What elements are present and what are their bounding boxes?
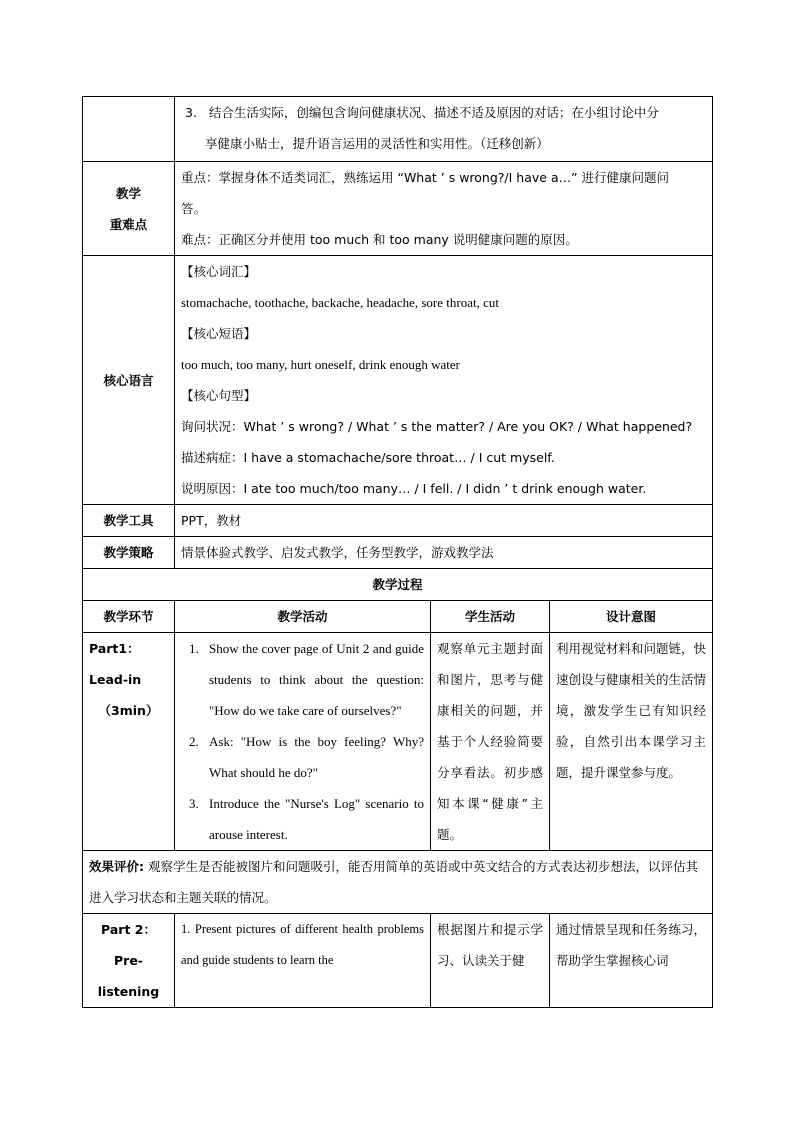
part1-activity-item: 1. Show the cover page of Unit 2 and guide students to think about the question: "How do we take care of ourselves?" bbox=[189, 641, 424, 718]
evaluation-text: 观察学生是否能被图片和问题吸引，能否用简单的英语或中英文结合的方式表达初步想法，以评估其进入学习状态和主题关联的情况。 bbox=[89, 859, 698, 905]
sentence-describe: 描述病症：I have a stomachache/sore throat… / I cut myself. bbox=[181, 450, 555, 465]
strategy-row bbox=[83, 537, 713, 569]
part2-student-cell: 根据图片和提示学习、认读关于健 bbox=[431, 914, 550, 1008]
part1-activity-item: 3. Introduce the "Nurse's Log" scenario to arouse interest. bbox=[189, 796, 424, 842]
tools-row bbox=[83, 505, 713, 537]
part2-stage-cell bbox=[83, 914, 175, 1008]
part1-intent-cell: 利用视觉材料和问题链，快速创设与健康相关的生活情境，激发学生已有知识经验，自然引出本课学习主题，提升课堂参与度。 bbox=[550, 633, 713, 851]
part2-stage: Pre-listening bbox=[97, 953, 160, 999]
part1-activity-cell bbox=[175, 633, 431, 851]
goals-row bbox=[83, 97, 713, 162]
process-title-row bbox=[83, 569, 713, 601]
part2-intent-cell: 通过情景呈现和任务练习，帮助学生掌握核心词 bbox=[550, 914, 713, 1008]
part2-name: Part 2： bbox=[101, 922, 156, 937]
phrase-list: too much, too many, hurt oneself, drink enough water bbox=[181, 357, 460, 372]
strategy-value: 情景体验式教学、启发式教学，任务型教学，游戏教学法 bbox=[175, 537, 713, 569]
phrase-heading: 【核心短语】 bbox=[181, 326, 257, 341]
part1-name: Part1： bbox=[89, 641, 140, 656]
core-language-label: 核心语言 bbox=[83, 256, 175, 505]
sentence-heading: 【核心句型】 bbox=[181, 388, 257, 403]
header-intent: 设计意图 bbox=[550, 601, 713, 633]
goal-item-line1: 结合生活实际，创编包含询问健康状况、描述不适及原因的对话；在小组讨论中分 bbox=[208, 105, 659, 120]
key-points-row bbox=[83, 162, 713, 256]
part1-time: （3min） bbox=[98, 703, 159, 718]
sentence-ask: 询问状况：What ’ s wrong? / What ’ s the matter? / Are you OK? / What happened? bbox=[181, 419, 693, 434]
focus-line1: 重点：掌握身体不适类词汇，熟练运用 “What ’ s wrong?/I have a…” 进行健康问题问 bbox=[181, 170, 670, 185]
evaluation-label: 效果评价: bbox=[89, 859, 144, 874]
goal-item-line2: 享健康小贴士，提升语言运用的灵活性和实用性。（迁移创新） bbox=[205, 136, 549, 151]
goals-label-cell bbox=[83, 97, 175, 162]
vocab-heading: 【核心词汇】 bbox=[181, 264, 257, 279]
goal-item-number: 3. bbox=[185, 105, 197, 120]
vocab-list: stomachache, toothache, backache, headache, sore throat, cut bbox=[181, 295, 499, 310]
sentence-reason: 说明原因：I ate too much/too many… / I fell. / I didn ’ t drink enough water. bbox=[181, 481, 647, 496]
part1-activity-item: 2. Ask: "How is the boy feeling? Why? What should he do?" bbox=[189, 734, 424, 780]
key-points-label: 教学 重难点 bbox=[83, 162, 175, 256]
part2-row bbox=[83, 914, 713, 1008]
tools-value: PPT，教材 bbox=[175, 505, 713, 537]
difficulty-line: 难点：正确区分并使用 too much 和 too many 说明健康问题的原因。 bbox=[181, 232, 578, 247]
core-language-cell bbox=[175, 256, 713, 505]
focus-line2: 答。 bbox=[181, 201, 207, 216]
core-language-row bbox=[83, 256, 713, 505]
part1-stage-cell bbox=[83, 633, 175, 851]
process-title: 教学过程 bbox=[83, 569, 713, 601]
header-activity: 教学活动 bbox=[175, 601, 431, 633]
tools-label: 教学工具 bbox=[83, 505, 175, 537]
part1-student-cell: 观察单元主题封面和图片，思考与健康相关的问题，并基于个人经验简要分享看法。初步感知本课“健康”主题。 bbox=[431, 633, 550, 851]
strategy-label: 教学策略 bbox=[83, 537, 175, 569]
process-header-row bbox=[83, 601, 713, 633]
header-student: 学生活动 bbox=[431, 601, 550, 633]
part1-activity-list bbox=[181, 633, 424, 850]
lesson-plan-table bbox=[82, 96, 713, 1008]
part1-stage: Lead-in bbox=[89, 672, 142, 687]
header-stage: 教学环节 bbox=[83, 601, 175, 633]
evaluation-row bbox=[83, 851, 713, 914]
part1-row bbox=[83, 633, 713, 851]
goals-cell bbox=[175, 97, 713, 162]
evaluation-cell bbox=[83, 851, 713, 914]
part2-activity-cell: 1. Present pictures of different health problems and guide students to learn the bbox=[175, 914, 431, 1008]
key-points-cell bbox=[175, 162, 713, 256]
